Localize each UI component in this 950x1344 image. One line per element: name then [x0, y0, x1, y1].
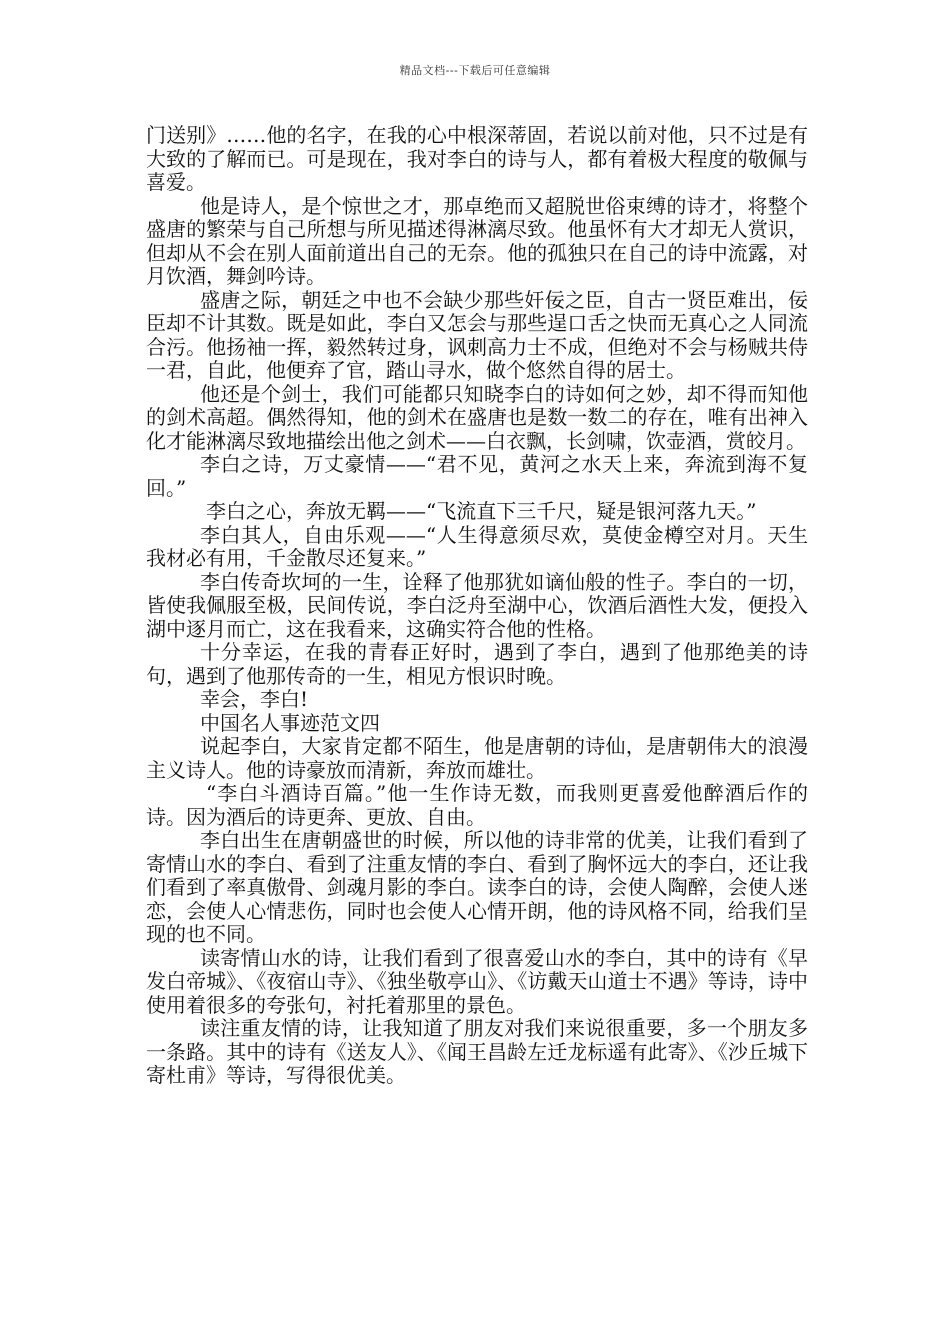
paragraph: 李白之诗，万丈豪情——“君不见，黄河之水天上来，奔流到海不复回。” [146, 452, 808, 500]
paragraph: 李白出生在唐朝盛世的时候，所以他的诗非常的优美，让我们看到了寄情山水的李白、看到了注重友情的李白、看到了胸怀远大的李白，还让我们看到了率真傲骨、剑魂月影的李白。读李白的诗，会使人陶醉，会使人迷恋，会使人心情悲伤，同时也会使人心情开朗，他的诗风格不同，给我们呈现的也不同。 [146, 828, 808, 946]
paragraph: 门送别》……他的名字，在我的心中根深蒂固，若说以前对他，只不过是有大致的了解而已。可是现在，我对李白的诗与人，都有着极大程度的敬佩与喜爱。 [146, 123, 808, 194]
paragraph: 他还是个剑士，我们可能都只知晓李白的诗如何之妙，却不得而知他的剑术高超。偶然得知，他的剑术在盛唐也是数一数二的存在，唯有出神入化才能淋漓尽致地描绘出他之剑术——白衣飘，长剑啸，饮壶酒，赏皎月。 [146, 381, 808, 453]
paragraph: 李白之心，奔放无羁——“飞流直下三千尺，疑是银河落九天。” [206, 499, 757, 523]
section-heading: 中国名人事迹范文四 [200, 710, 380, 735]
paragraph: 李白传奇坎坷的一生，诠释了他那犹如谪仙般的性子。李白的一切，皆使我佩服至极，民间传说，李白泛舟至湖中心，饮酒后酒性大发，便投入湖中逐月而亡，这在我看来，这确实符合他的性格。 [146, 569, 808, 641]
paragraph: 读寄情山水的诗，让我们看到了很喜爱山水的李白，其中的诗有《早发白帝城》、《夜宿山寺》、《独坐敬亭山》、《访戴天山道士不遇》等诗，诗中使用着很多的夸张句，衬托着那里的景色。 [146, 945, 808, 1017]
document-body [146, 124, 808, 1088]
paragraph: 盛唐之际，朝廷之中也不会缺少那些奸佞之臣，自古一贤臣难出，佞臣却不计其数。既是如此，李白又怎会与那些逞口舌之快而无真心之人同流合污。他扬袖一挥，毅然转过身，讽刺高力士不成，但绝对不会与杨贼共侍一君，自此，他便弃了官，踏山寻水，做个悠然自得的居士。 [146, 287, 808, 382]
paragraph: 十分幸运，在我的青春正好时，遇到了李白，遇到了他那绝美的诗句，遇到了他那传奇的一生，相见方恨识时晚。 [146, 640, 808, 688]
paragraph: 说起李白，大家肯定都不陌生，他是唐朝的诗仙，是唐朝伟大的浪漫主义诗人。他的诗豪放而清新，奔放而雄壮。 [146, 734, 808, 782]
page-header: 精品文档---下载后可任意编辑 [399, 64, 551, 77]
paragraph: 读注重友情的诗，让我知道了朋友对我们来说很重要，多一个朋友多一条路。其中的诗有《送友人》、《闻王昌龄左迁龙标遥有此寄》、《沙丘城下寄杜甫》等诗，写得很优美。 [146, 1016, 808, 1087]
paragraph: 他是诗人，是个惊世之才，那卓绝而又超脱世俗束缚的诗才，将整个盛唐的繁荣与自己所想与所见描述得淋漓尽致。他虽怀有大才却无人赏识，但却从不会在别人面前道出自己的无奈。他的孤独只在自己的诗中流露，对月饮酒，舞剑吟诗。 [146, 193, 808, 288]
paragraph: 幸会，李白! [200, 687, 309, 711]
paragraph: 李白其人，自由乐观——“人生得意须尽欢，莫使金樽空对月。天生我材必有用，千金散尽还复来。” [146, 522, 808, 570]
paragraph: “李白斗酒诗百篇。”他一生作诗无数，而我则更喜爱他醉酒后作的诗。因为酒后的诗更奔、更放、自由。 [146, 781, 808, 829]
